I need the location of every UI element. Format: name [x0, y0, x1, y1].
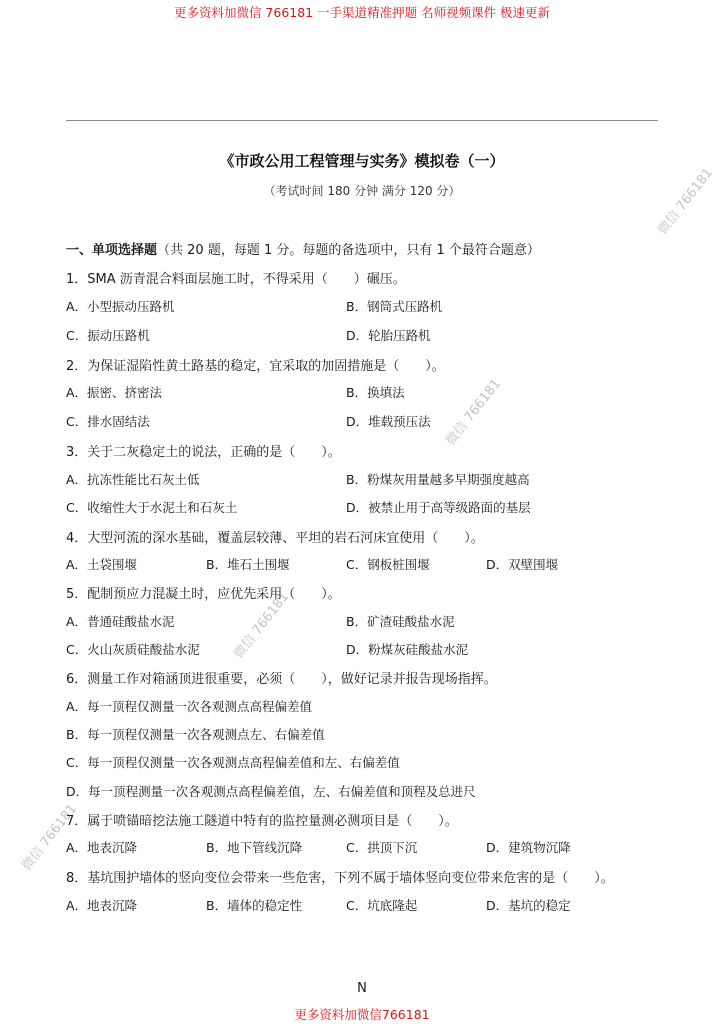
- question-stem: 8．基坑围护墙体的竖向变位会带来一些危害，下列不属于墙体竖向变位带来危害的是（ ）。: [66, 871, 614, 886]
- option-item: B．粉煤灰用量越多早期强度越高: [346, 472, 530, 487]
- option-item: A．抗冻性能比石灰土低: [66, 472, 200, 487]
- question-stem: 1．SMA 沥青混合料面层施工时，不得采用（ ）碾压。: [66, 272, 406, 287]
- option-item: A．小型振动压路机: [66, 299, 175, 314]
- option-item: C．振动压路机: [66, 328, 150, 343]
- watermark: 微信 766181: [231, 589, 293, 662]
- option-item: D．轮胎压路机: [346, 328, 431, 343]
- question-stem: 3．关于二灰稳定土的说法，正确的是（ ）。: [66, 445, 341, 460]
- question-stem: 7．属于喷锚暗挖法施工隧道中特有的监控量测必测项目是（ ）。: [66, 814, 458, 829]
- section-heading: [66, 239, 540, 258]
- watermark: 微信 766181: [443, 376, 505, 449]
- section-title: 一、单项选择题: [66, 243, 158, 258]
- option-item: B．堆石土围堰: [206, 557, 290, 572]
- option-item: C．钢板桩围堰: [346, 557, 430, 572]
- option-item: C．收缩性大于水泥土和石灰土: [66, 500, 238, 515]
- watermark: 微信 766181: [655, 165, 717, 238]
- option-item: A．土袋围堰: [66, 557, 138, 572]
- question-stem: 6．测量工作对箱涵顶进很重要，必须（ ），做好记录并报告现场指挥。: [66, 672, 497, 687]
- option-item: D．堆载预压法: [346, 414, 431, 429]
- footer-banner: 更多资料加微信766181: [294, 1007, 430, 1022]
- option-item: D．被禁止用于高等级路面的基层: [346, 500, 531, 515]
- option-item: D．每一顶程测量一次各观测点高程偏差值，左、右偏差值和顶程及总进尺: [66, 784, 476, 799]
- header-banner: 更多资料加微信 766181 一手渠道精准押题 名师视频课件 极速更新: [173, 5, 551, 20]
- option-item: B．矿渣硅酸盐水泥: [346, 614, 455, 629]
- option-item: B．墙体的稳定性: [206, 898, 303, 913]
- exam-subtitle: （考试时间 180 分钟 满分 120 分）: [263, 184, 461, 198]
- option-item: A．每一顶程仅测量一次各观测点高程偏差值: [66, 699, 313, 714]
- option-item: D．双壁围堰: [486, 557, 559, 572]
- option-item: B．每一顶程仅测量一次各观测点左、右偏差值: [66, 727, 325, 742]
- option-item: A．地表沉降: [66, 898, 138, 913]
- option-item: C．火山灰质硅酸盐水泥: [66, 642, 200, 657]
- option-item: A．普通硅酸盐水泥: [66, 614, 175, 629]
- option-item: C．每一顶程仅测量一次各观测点高程偏差值和左、右偏差值: [66, 755, 400, 770]
- option-item: C．坑底隆起: [346, 898, 418, 913]
- option-item: D．建筑物沉降: [486, 840, 571, 855]
- question-stem: 5．配制预应力混凝土时，应优先采用（ ）。: [66, 587, 341, 602]
- watermark: 微信 766181: [19, 801, 81, 874]
- option-item: B．地下管线沉降: [206, 840, 303, 855]
- option-item: A．地表沉降: [66, 840, 138, 855]
- question-stem: 2．为保证湿陷性黄土路基的稳定，宜采取的加固措施是（ ）。: [66, 359, 445, 374]
- header-divider: [66, 120, 658, 121]
- option-item: D．基坑的稳定: [486, 898, 571, 913]
- question-stem: 4．大型河流的深水基础，覆盖层较薄、平坦的岩石河床宜使用（ ）。: [66, 531, 484, 546]
- option-item: B．换填法: [346, 385, 405, 400]
- option-item: C．排水固结法: [66, 414, 150, 429]
- option-item: C．拱顶下沉: [346, 840, 418, 855]
- option-item: B．钢筒式压路机: [346, 299, 443, 314]
- section-note: （共 20 题，每题 1 分。每题的备选项中，只有 1 个最符合题意）: [157, 243, 540, 258]
- page-number: N: [357, 981, 367, 996]
- exam-title: 《市政公用工程管理与实务》模拟卷（一）: [219, 152, 505, 170]
- option-item: D．粉煤灰硅酸盐水泥: [346, 642, 469, 657]
- option-item: A．振密、挤密法: [66, 385, 163, 400]
